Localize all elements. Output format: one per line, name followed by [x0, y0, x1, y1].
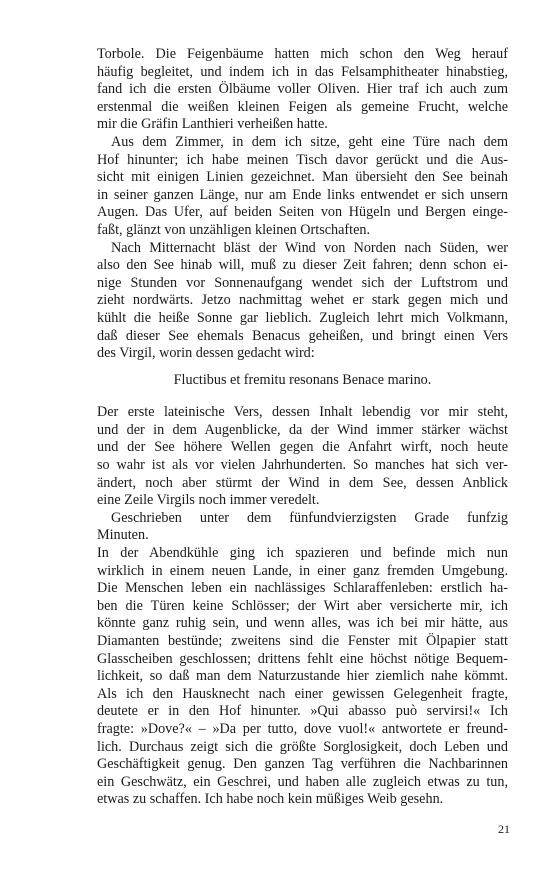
text-line: so wahr ist als vor vielen Jahrhunderten. So manches hat sich ver-	[97, 457, 508, 474]
text-line: ändert, noch aber stürmt der Wind in dem See, dessen Anblick	[97, 474, 508, 491]
text-line: Diamanten bestünde; zweitens sind die Fenster mit Ölpapier statt	[97, 633, 508, 649]
text-line: Die Menschen leben ein nachlässiges Schlaraffenleben: erstlich ha-	[97, 580, 508, 597]
text-line: deutete er in den Hof hinunter. »Qui abasso può servirsi!« Ich	[97, 703, 508, 720]
text-line: fand ich die ersten Ölbäume voller Oliven. Hier traf ich auch zum	[97, 81, 508, 98]
text-line: Minuten.	[97, 527, 149, 544]
text-line: Nach Mitternacht bläst der Wind von Norden nach Süden, wer	[111, 239, 508, 256]
text-line: Augen. Das Ufer, auf beiden Seiten von Hügeln und Bergen einge-	[97, 204, 508, 221]
text-line: wirklich in einem neuen Lande, in einer ganz fremden Umgebung.	[97, 562, 508, 579]
text-line: lich. Durchaus zeigt sich die größte Sorglosigkeit, doch Leben und	[97, 738, 508, 755]
text-line: fragte: »Dove?« – »Da per tutto, dove vuol!« antwortete er freund-	[97, 720, 508, 737]
text-line: etwas zu schaffen. Ich habe noch kein müßiges Weib gesehn.	[97, 791, 444, 808]
text-line: zieht nordwärts. Jetzo nachmittag wehet er stark gegen mich und	[97, 292, 508, 309]
text-line: Geschrieben unter dem fünfundvierzigsten Grade funfzig	[111, 509, 508, 526]
text-line: des Virgil, worin dessen gedacht wird:	[97, 345, 315, 362]
body-text	[97, 46, 508, 809]
text-line: und der in dem Augenblicke, da der Wind immer stärker wächst	[97, 421, 508, 438]
text-line: könnte ganz ruhig sein, und wenn alles, was ich bei mir hätte, aus	[97, 615, 508, 632]
text-line: eine Zeile Virgils noch immer veredelt.	[97, 492, 320, 509]
text-line: ben die Türen keine Schlösser; der Wirt aber versicherte mir, ich	[97, 597, 508, 614]
text-line: lichkeit, so daß man dem Naturzustande hier ziemlich nahe kömmt.	[97, 668, 508, 685]
text-line: Torbole. Die Feigenbäume hatten mich schon den Weg herauf	[97, 46, 508, 62]
text-line: und der See höhere Wellen gegen die Anfahrt wirft, noch heute	[97, 439, 508, 456]
page-number: 21	[498, 822, 510, 836]
text-line: Als ich den Hausknecht nach einer gewissen Gelegenheit fragte,	[97, 685, 508, 702]
text-line: häufig begleitet, und indem ich in das Felsamphitheater hinabstieg,	[97, 63, 508, 80]
text-line: Der erste lateinische Vers, dessen Inhalt lebendig vor mir steht,	[97, 404, 508, 421]
text-line: kühlt die heiße Sonne gar lieblich. Zugleich lehrt mich Volkmann,	[97, 309, 508, 326]
text-line: faßt, glänzt von unzähligen kleinen Ortschaften.	[97, 221, 371, 238]
text-line: sicht mit einigen Linien gezeichnet. Man übersieht den See beinah	[97, 169, 508, 186]
text-line: Glasscheiben geschlossen; drittens fehlt eine höchst nötige Bequem-	[97, 650, 508, 667]
text-line: in seiner ganzen Länge, nur am Ende links entwendet er sich unsern	[97, 186, 508, 203]
text-line: mir die Gräfin Lanthieri verheißen hatte.	[97, 116, 328, 133]
text-line: also den See hinab will, muß zu dieser Zeit fahren; denn schon ei-	[97, 257, 508, 274]
verse-quote: Fluctibus et fremitu resonans Benace marino.	[173, 371, 432, 388]
text-line: ein Geschwätz, ein Geschrei, und haben alle zugleich etwas zu tun,	[97, 773, 508, 790]
text-line: daß dieser See ehemals Benacus geheißen, und bringt einen Vers	[97, 327, 508, 344]
text-line: Geschäftigkeit genug. Den ganzen Tag verführen die Nachbarinnen	[97, 756, 508, 773]
text-line: In der Abendkühle ging ich spazieren und befinde mich nun	[97, 545, 508, 562]
text-line: Aus dem Zimmer, in dem ich sitze, geht eine Türe nach dem	[111, 133, 508, 150]
text-line: erstenmal die weißen kleinen Feigen als gemeine Frucht, welche	[97, 98, 508, 115]
text-line: nige Stunden vor Sonnenaufgang wendet sich der Luftstrom und	[97, 274, 508, 291]
text-line: Hof hinunter; ich habe meinen Tisch davor gerückt und die Aus-	[97, 151, 508, 168]
